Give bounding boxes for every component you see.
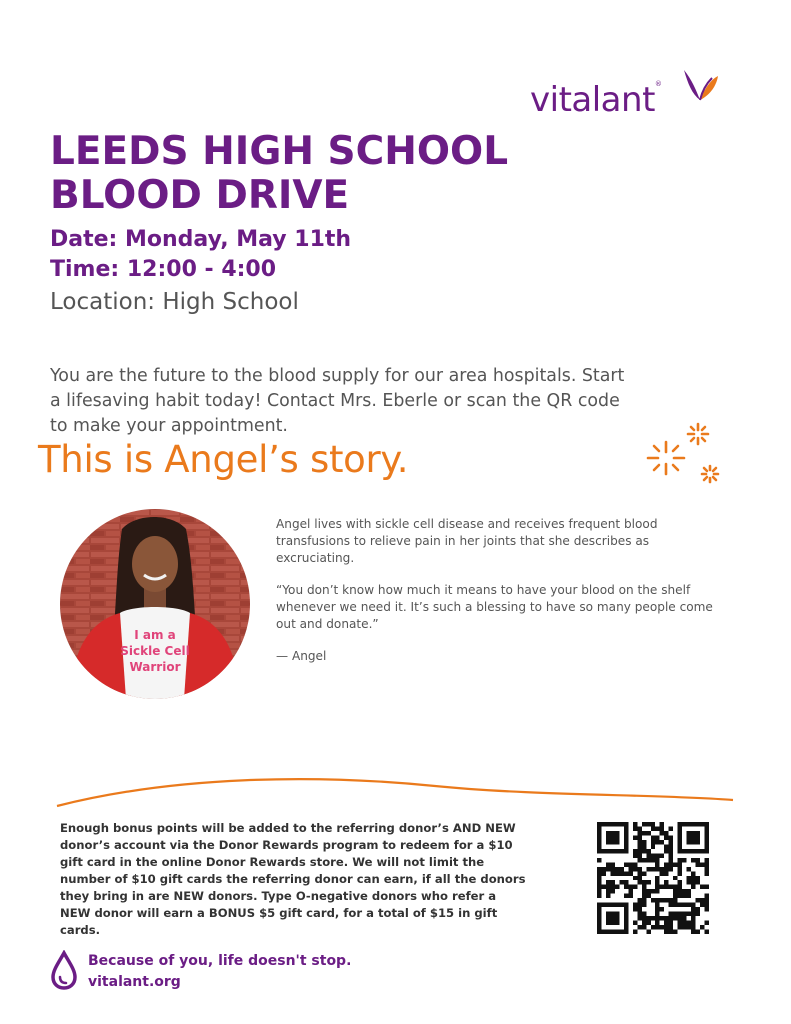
event-location: Location: High School — [50, 289, 299, 315]
story-heading: This is Angel’s story. — [38, 438, 409, 481]
story-paragraph: Angel lives with sickle cell disease and receives frequent blood transfusions to relieve pain in her joints that she describes as excruciating. — [276, 517, 658, 565]
vitalant-logo — [530, 66, 730, 126]
event-title: LEEDS HIGH SCHOOL BLOOD DRIVE — [50, 129, 509, 218]
sparkle-burst-icon — [640, 420, 722, 490]
footer-website-link[interactable]: vitalant.org — [88, 974, 181, 990]
wave-divider — [55, 772, 735, 812]
footer-tagline: Because of you, life doesn't stop. — [88, 953, 352, 969]
event-time: Time: 12:00 - 4:00 — [50, 257, 277, 282]
logo-wordmark: vitalant® — [530, 80, 662, 120]
shirt-text-line-2: Sickle Cell — [120, 644, 190, 658]
angel-photo — [60, 509, 250, 699]
story-quote: “You don’t know how much it means to have your blood on the shelf whenever we need it. It’s such a blessing to have so many people come out and donate.” — [276, 583, 713, 631]
shirt-text-line-1: I am a — [134, 628, 176, 642]
bonus-points-text: Enough bonus points will be added to the referring donor’s AND NEW donor’s account via the Donor Rewards program to redeem for a $10 gift card in the online Donor Rewards store. We will not limit the number of $10 gift cards the referring donor can earn, if all the donors they bring in are NEW donors. Type O-negative donors who refer a NEW donor will earn a BONUS $5 gift card, for a total of $15 in gift cards. — [60, 821, 526, 937]
shirt-text-line-3: Warrior — [129, 660, 181, 674]
story-text — [276, 516, 716, 680]
story-attribution: — Angel — [276, 649, 327, 663]
intro-text: You are the future to the blood supply for our area hospitals. Start a lifesaving habit today! Contact Mrs. Eberle or scan the QR code to make your appointment. — [50, 366, 625, 436]
vitalant-leaf-icon — [678, 66, 722, 106]
event-date: Date: Monday, May 11th — [50, 227, 352, 252]
qr-code[interactable] — [597, 822, 709, 934]
blood-drop-icon — [50, 950, 78, 990]
